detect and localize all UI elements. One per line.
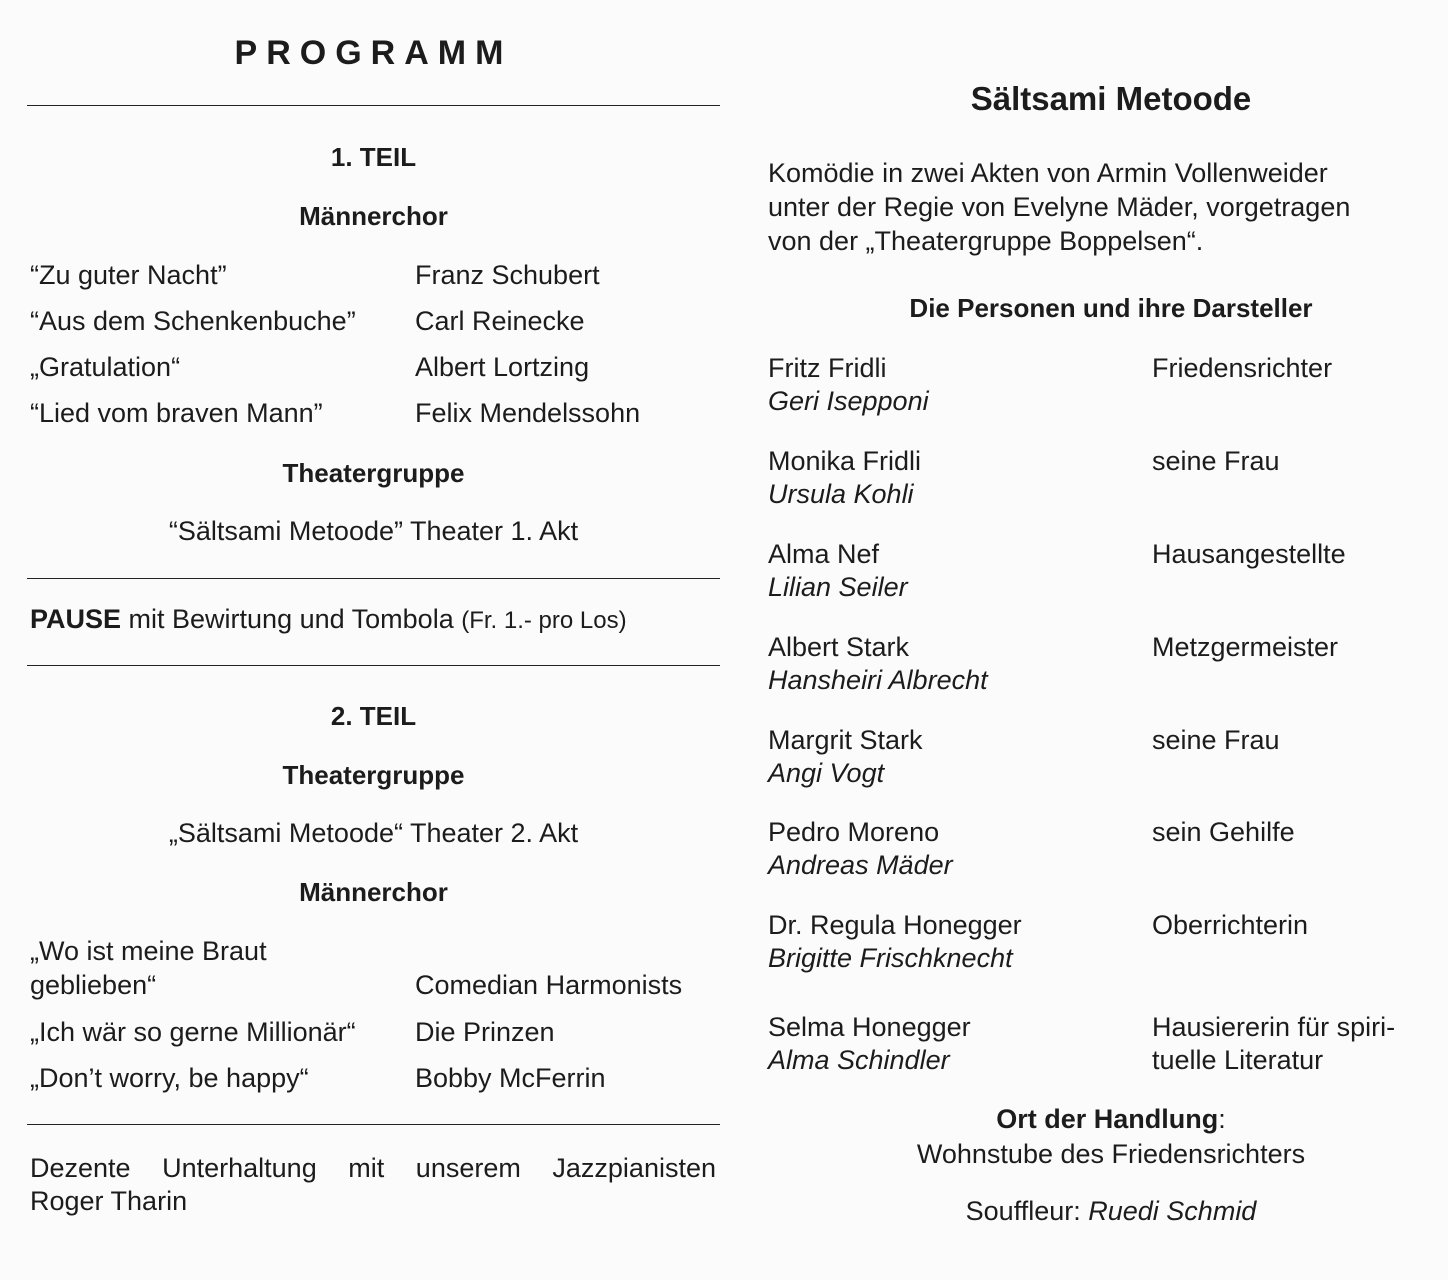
cast-actor: Alma Schindler	[768, 1045, 950, 1075]
cast-actor: Geri Isepponi	[768, 386, 929, 416]
part1-heading: 1. TEIL	[330, 142, 417, 172]
divider	[27, 665, 720, 666]
divider	[27, 1124, 720, 1125]
part2-choir-heading: Männerchor	[299, 877, 448, 907]
cast-role: Friedensrichter	[1152, 353, 1333, 383]
cast-role: seine Frau	[1152, 446, 1280, 476]
song-title-line2: geblieben“	[30, 970, 157, 1000]
cast-character: Margrit Stark	[768, 725, 923, 755]
pause-price: (Fr. 1.- pro Los)	[461, 607, 627, 634]
song-title: “Lied vom braven Mann”	[30, 398, 323, 428]
cast-role: seine Frau	[1152, 725, 1280, 755]
song-title: “Zu guter Nacht”	[30, 260, 227, 290]
pause-line	[30, 604, 627, 635]
part2-theater-line: „Sältsami Metoode“ Theater 2. Akt	[168, 818, 579, 848]
cast-role-line2: tuelle Literatur	[1152, 1045, 1324, 1075]
cast-role: Oberrichterin	[1152, 910, 1309, 940]
cast-actor: Andreas Mäder	[768, 850, 953, 880]
cast-actor: Angi Vogt	[768, 758, 885, 788]
part1-choir-heading: Männerchor	[299, 201, 448, 231]
intro-line: Komödie in zwei Akten von Armin Vollenweider	[768, 158, 1328, 188]
song-title: „Ich wär so gerne Millionär“	[30, 1017, 356, 1047]
song-composer: Felix Mendelssohn	[415, 398, 641, 428]
song-composer: Carl Reinecke	[415, 306, 585, 336]
song-title: „Gratulation“	[30, 352, 181, 382]
divider	[27, 578, 720, 579]
intro-line: von der „Theatergruppe Boppelsen“.	[768, 226, 1204, 256]
intro-line: unter der Regie von Evelyne Mäder, vorgetragen	[768, 192, 1351, 222]
song-composer: Albert Lortzing	[415, 352, 590, 382]
cast-heading: Die Personen und ihre Darsteller	[909, 293, 1313, 323]
prompter-name: Ruedi Schmid	[1088, 1196, 1257, 1226]
song-composer: Franz Schubert	[415, 260, 600, 290]
cast-character: Selma Honegger	[768, 1012, 971, 1042]
song-composer: Comedian Harmonists	[415, 970, 683, 1000]
cast-actor: Lilian Seiler	[768, 572, 908, 602]
song-composer: Die Prinzen	[415, 1017, 555, 1047]
part1-theater-line: “Sältsami Metoode” Theater 1. Akt	[168, 516, 579, 546]
cast-actor: Brigitte Frischknecht	[768, 943, 1013, 973]
footer-line1: Dezente Unterhaltung mit unserem Jazzpianisten	[30, 1153, 716, 1183]
cast-actor: Hansheiri Albrecht	[768, 665, 988, 695]
program-title: PROGRAMM	[234, 34, 513, 72]
program-column	[27, 0, 720, 1280]
cast-character: Monika Fridli	[768, 446, 922, 476]
location-colon: :	[1218, 1104, 1226, 1134]
cast-character: Dr. Regula Honegger	[768, 910, 1022, 940]
part1-theater-heading: Theatergruppe	[282, 458, 465, 488]
cast-actor: Ursula Kohli	[768, 479, 914, 509]
cast-role: Hausangestellte	[1152, 539, 1346, 569]
song-title: “Aus dem Schenkenbuche”	[30, 306, 356, 336]
pause-text: mit Bewirtung und Tombola	[121, 604, 462, 634]
divider	[27, 105, 720, 106]
cast-character: Pedro Moreno	[768, 817, 940, 847]
cast-character: Fritz Fridli	[768, 353, 887, 383]
cast-role: Hausiererin für spiri-	[1152, 1012, 1396, 1042]
part2-theater-heading: Theatergruppe	[282, 760, 465, 790]
play-column	[768, 0, 1428, 1280]
prompter-label: Souffleur:	[965, 1196, 1089, 1226]
song-title: „Don’t worry, be happy“	[30, 1063, 309, 1093]
song-composer: Bobby McFerrin	[415, 1063, 606, 1093]
song-title-line1: „Wo ist meine Braut	[30, 936, 267, 966]
cast-character: Alma Nef	[768, 539, 880, 569]
part2-heading: 2. TEIL	[330, 701, 417, 731]
cast-role: Metzgermeister	[1152, 632, 1339, 662]
cast-role: sein Gehilfe	[1152, 817, 1295, 847]
cast-character: Albert Stark	[768, 632, 910, 662]
location-label: Ort der Handlung	[996, 1104, 1219, 1134]
play-title: Sältsami Metoode	[970, 80, 1252, 117]
prompter-line	[768, 1196, 1448, 1227]
location-heading	[768, 1102, 1448, 1137]
pause-label: PAUSE	[30, 604, 122, 634]
location: Wohnstube des Friedensrichters	[916, 1139, 1306, 1169]
footer-line2: Roger Tharin	[30, 1186, 188, 1216]
